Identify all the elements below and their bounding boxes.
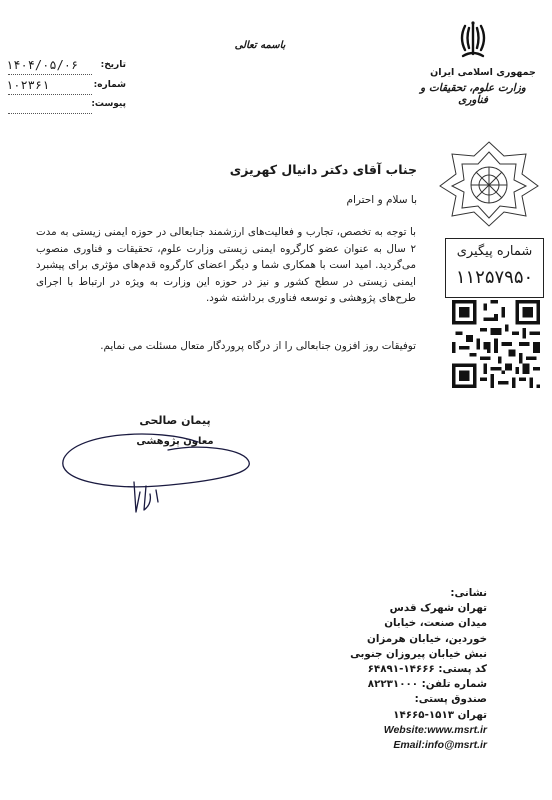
number-underline bbox=[8, 94, 92, 95]
po-box-label: صندوق پستی: bbox=[414, 693, 487, 706]
phone-number: شماره تلفن: ۸۲۲۳۱۰۰۰ bbox=[367, 678, 487, 691]
date-field bbox=[6, 60, 126, 76]
attachment-label: پیوست: bbox=[91, 99, 126, 109]
greeting: با سلام و احترام bbox=[346, 194, 417, 206]
signer-name: پیمان صالحی bbox=[139, 414, 211, 427]
number-value: ۱۰۲۳۶۱ bbox=[6, 78, 50, 92]
date-underline bbox=[8, 74, 92, 75]
government-name: جمهوری اسلامی ایران bbox=[430, 67, 536, 78]
address-line: میدان صنعت، خیابان bbox=[384, 617, 487, 630]
address-line: تهران شهرک قدس bbox=[389, 602, 487, 615]
ornament-medallion-icon bbox=[434, 138, 544, 228]
address-line: خوردین، خیابان هرمزان bbox=[367, 632, 487, 645]
address-line: نبش خیابان پیروزان جنوبی bbox=[350, 647, 487, 660]
iran-emblem-icon bbox=[453, 20, 493, 62]
addressee: جناب آقای دکتر دانیال کهریزی bbox=[229, 162, 417, 177]
attachment-field bbox=[6, 99, 126, 115]
tracking-label: شماره پیگیری bbox=[456, 244, 533, 259]
date-value: ۱۴۰۴/۰۵/۰۶ bbox=[6, 58, 79, 72]
basmala: باسمه تعالی bbox=[234, 40, 286, 51]
ministry-name: وزارت علوم، تحقیقات و فناوری bbox=[420, 82, 526, 106]
website-text: Website:www.msrt.ir bbox=[383, 723, 487, 736]
po-box-number: تهران ۱۵۱۳-۱۴۶۶۵ bbox=[393, 708, 487, 721]
tracking-box bbox=[445, 238, 544, 298]
postal-code: کد پستی: ۱۴۶۶۶-۶۴۸۹۱ bbox=[367, 663, 487, 676]
address-line: نشانی: bbox=[450, 587, 487, 599]
date-label: تاریخ: bbox=[100, 60, 126, 70]
signer-title: معاون پژوهشی bbox=[136, 436, 214, 447]
number-field bbox=[6, 80, 126, 96]
attachment-underline bbox=[8, 113, 92, 114]
tracking-number: ۱۱۲۵۷۹۵۰ bbox=[455, 267, 534, 288]
number-label: شماره: bbox=[93, 80, 126, 90]
signature-scribble bbox=[48, 420, 268, 530]
closing-line: توفیقات روز افزون جنابعالی را از درگاه پروردگار متعال مسئلت می نمایم. bbox=[100, 340, 416, 352]
email-text: Email:info@msrt.ir bbox=[393, 739, 487, 752]
address-block bbox=[307, 586, 487, 753]
qr-code-icon bbox=[452, 300, 540, 388]
letter-body: با توجه به تخصص، تجارب و فعالیت‌های ارزشمند جنابعالی در حوزه ایمنی زیستی به مدت ۲ سال به عنوان عضو کارگروه ایمنی زیستی وزارت علوم، تحقیقات و فناوری منصوب می‌گردید. امید است با همکاری شما و دیگر اعضای کارگروه قدم‌های مؤثری برای پیشبرد ایمنی زیستی در سطح کشور و نیز در حوزه این وزارت به ویژه در ارتباط با اجرای طرح‌های پژوهشی و توسعه فناوری برداشته شود. bbox=[36, 226, 416, 305]
